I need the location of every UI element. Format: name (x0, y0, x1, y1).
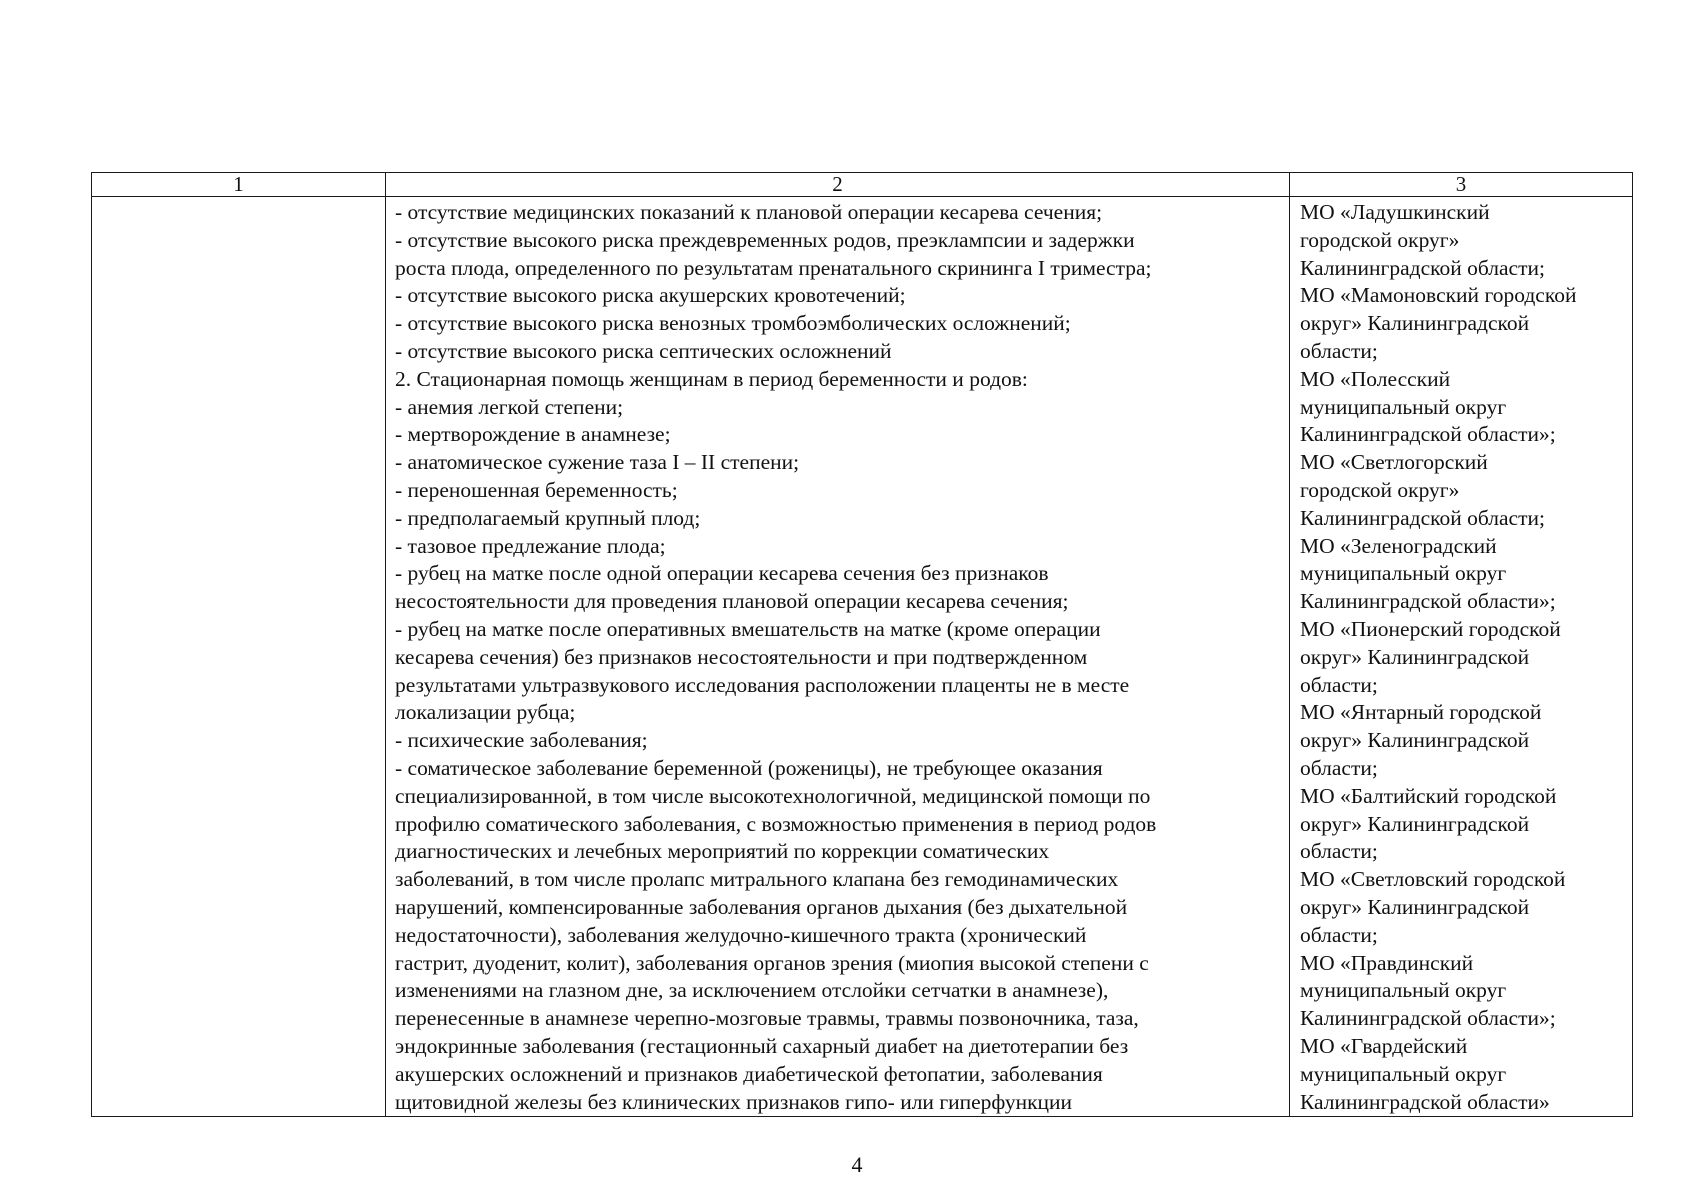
text-line: нарушений, компенсированные заболевания органов дыхания (без дыхательной (395, 894, 1128, 919)
text-line: результатами ультразвукового исследования расположении плаценты не в месте (395, 672, 1130, 697)
text-line: - отсутствие высокого риска акушерских кровотечений; (395, 283, 906, 308)
conditions-text (386, 197, 1289, 1116)
text-line: Калининградской области»; (1300, 589, 1556, 614)
text-line: - предполагаемый крупный плод; (395, 505, 701, 530)
text-line: МО «Ладушкинский (1300, 200, 1490, 224)
text-line: - психические заболевания; (395, 728, 648, 753)
text-line: МО «Балтийский городской (1300, 783, 1557, 808)
text-line: - отсутствие медицинских показаний к плановой операции кесарева сечения; (395, 200, 1103, 224)
text-line: области; (1300, 839, 1378, 864)
text-line: - рубец на матке после одной операции кесарева сечения без признаков (395, 561, 1049, 586)
text-line: округ» Калининградской (1300, 644, 1530, 669)
text-line: Калининградской области; (1300, 255, 1545, 280)
text-line: МО «Зеленоградский (1300, 533, 1497, 558)
text-line: акушерских осложнений и признаков диабетической фетопатии, заболевания (395, 1061, 1103, 1086)
text-line: несостоятельности для проведения плановой операции кесарева сечения; (395, 589, 1069, 614)
text-line: - рубец на матке после оперативных вмешательств на матке (кроме операции (395, 616, 1101, 641)
text-line: области; (1300, 755, 1378, 780)
column-1-text (92, 197, 385, 199)
text-line: диагностических и лечебных мероприятий по коррекции соматических (395, 839, 1050, 864)
text-line: Калининградской области»; (1300, 1006, 1556, 1031)
text-line: гастрит, дуоденит, колит), заболевания органов зрения (миопия высокой степени с (395, 950, 1149, 975)
municipalities-text (1290, 197, 1632, 1116)
text-line: специализированной, в том числе высокотехнологичной, медицинской помощи по (395, 783, 1151, 808)
text-line: заболеваний, в том числе пролапс митрального клапана без гемодинамических (395, 867, 1119, 892)
text-line: МО «Янтарный городской (1300, 700, 1542, 725)
text-line: муниципальный округ (1300, 1061, 1507, 1086)
text-line: округ» Калининградской (1300, 894, 1530, 919)
text-line: МО «Пионерский городской (1300, 616, 1561, 641)
table-row (92, 197, 1633, 1117)
text-line: - мертворождение в анамнезе; (395, 422, 671, 447)
text-line: перенесенные в анамнезе черепно-мозговые травмы, травмы позвоночника, таза, (395, 1006, 1139, 1031)
text-line: изменениями на глазном дне, за исключением отслойки сетчатки в анамнезе), (395, 978, 1109, 1003)
text-line: - отсутствие высокого риска венозных тромбоэмболических осложнений; (395, 311, 1071, 336)
text-line: локализации рубца; (395, 700, 576, 725)
column-header-2: 2 (386, 173, 1290, 197)
text-line: муниципальный округ (1300, 394, 1507, 419)
text-line: области; (1300, 672, 1378, 697)
table-header-row (92, 173, 1633, 197)
document-table (91, 172, 1633, 1117)
text-line: округ» Калининградской (1300, 811, 1530, 836)
text-line: недостаточности), заболевания желудочно-кишечного тракта (хронический (395, 922, 1087, 947)
text-line: - анемия легкой степени; (395, 394, 624, 419)
text-line: - тазовое предлежание плода; (395, 533, 666, 558)
table-cell-municipalities (1290, 197, 1633, 1117)
text-line: - переношенная беременность; (395, 477, 678, 502)
text-line: округ» Калининградской (1300, 311, 1530, 336)
text-line: городской округ» (1300, 227, 1460, 252)
text-line: - анатомическое сужение таза I – II степени; (395, 450, 800, 475)
text-line: округ» Калининградской (1300, 728, 1530, 753)
text-line: Калининградской области» (1300, 1089, 1550, 1114)
text-line: городской округ» (1300, 477, 1460, 502)
text-line: Калининградской области; (1300, 505, 1545, 530)
text-line: Калининградской области»; (1300, 422, 1556, 447)
text-line: МО «Гвардейский (1300, 1033, 1468, 1058)
text-line: области; (1300, 922, 1378, 947)
text-line: 2. Стационарная помощь женщинам в период беременности и родов: (395, 366, 1028, 391)
table-cell-column-1 (92, 197, 386, 1117)
text-line: эндокринные заболевания (гестационный сахарный диабет на диетотерапии без (395, 1033, 1129, 1058)
text-line: щитовидной железы без клинических признаков гипо- или гиперфункции (395, 1089, 1073, 1114)
page-number: 4 (851, 1152, 863, 1177)
column-header-3: 3 (1290, 173, 1633, 197)
text-line: МО «Светлогорский (1300, 450, 1488, 475)
text-line: МО «Правдинский (1300, 950, 1474, 975)
text-line: МО «Мамоновский городской (1300, 283, 1577, 308)
text-line: муниципальный округ (1300, 978, 1507, 1003)
text-line: МО «Светловский городской (1300, 867, 1566, 892)
text-line: муниципальный округ (1300, 561, 1507, 586)
text-line: - отсутствие высокого риска преждевременных родов, преэклампсии и задержки (395, 227, 1135, 252)
column-header-1: 1 (92, 173, 386, 197)
text-line: области; (1300, 338, 1378, 363)
table-cell-conditions (386, 197, 1290, 1117)
text-line: кесарева сечения) без признаков несостоятельности и при подтвержденном (395, 644, 1088, 669)
text-line: - отсутствие высокого риска септических осложнений (395, 338, 892, 363)
text-line: профилю соматического заболевания, с возможностью применения в период родов (395, 811, 1157, 836)
text-line: роста плода, определенного по результатам пренатального скрининга I триместра; (395, 255, 1152, 280)
text-line: - соматическое заболевание беременной (роженицы), не требующее оказания (395, 755, 1103, 780)
text-line: МО «Полесский (1300, 366, 1451, 391)
